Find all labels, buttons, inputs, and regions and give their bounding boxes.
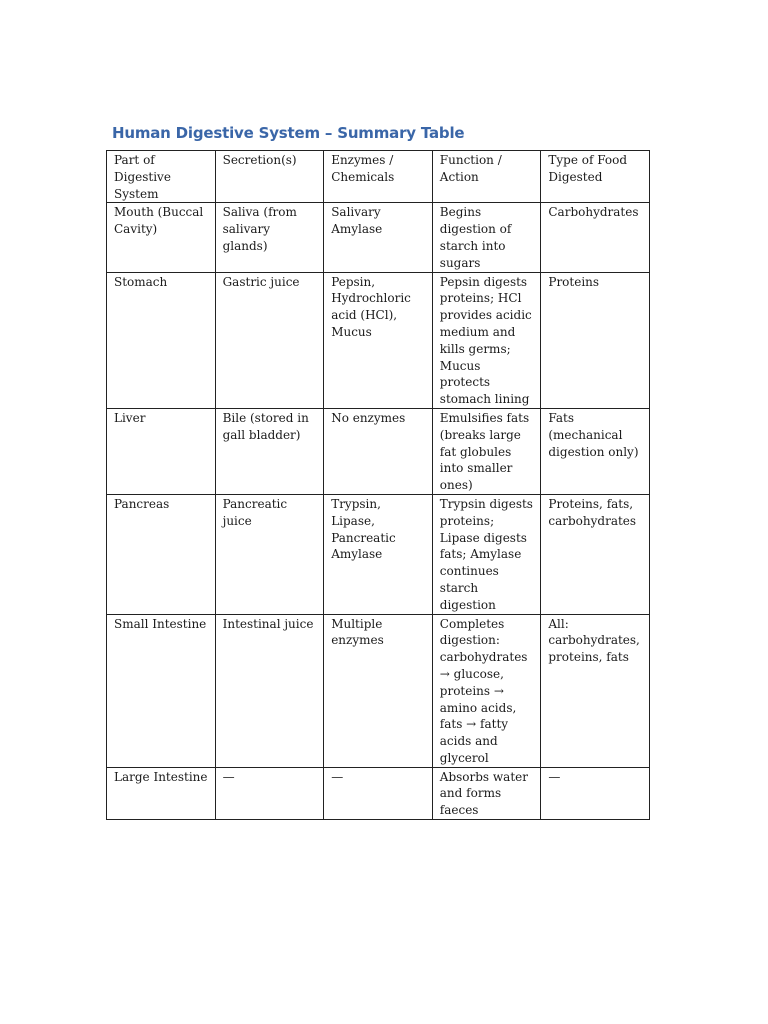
table-row — [107, 203, 650, 272]
page-title: Human Digestive System – Summary Table — [112, 124, 465, 142]
table-cell: Multiple enzymes — [324, 614, 433, 767]
table-cell: Carbohydrates — [541, 203, 650, 272]
header-cell-function: Function / Action — [432, 151, 541, 203]
table-cell: Pancreatic juice — [215, 494, 324, 614]
table-cell: Proteins — [541, 272, 650, 408]
table-cell: Pancreas — [107, 494, 216, 614]
summary-table — [106, 150, 650, 820]
table-cell: Intestinal juice — [215, 614, 324, 767]
table-cell: Bile (stored in gall bladder) — [215, 408, 324, 494]
table-cell: Pepsin, Hydrochloric acid (HCl), Mucus — [324, 272, 433, 408]
table-cell: — — [215, 767, 324, 819]
table-cell: — — [541, 767, 650, 819]
table-cell: Completes digestion: carbohydrates → glucose, proteins → amino acids, fats → fatty acids and glycerol — [432, 614, 541, 767]
table-cell: Small Intestine — [107, 614, 216, 767]
table-row — [107, 767, 650, 819]
table-cell: Fats (mechanical digestion only) — [541, 408, 650, 494]
table-row — [107, 272, 650, 408]
table-cell: Liver — [107, 408, 216, 494]
table-cell: Gastric juice — [215, 272, 324, 408]
table-cell: Trypsin, Lipase, Pancreatic Amylase — [324, 494, 433, 614]
table-cell: Salivary Amylase — [324, 203, 433, 272]
header-cell-secretions: Secretion(s) — [215, 151, 324, 203]
table-cell: — — [324, 767, 433, 819]
table-cell: Trypsin digests proteins; Lipase digests fats; Amylase continues starch digestion — [432, 494, 541, 614]
table-cell: Absorbs water and forms faeces — [432, 767, 541, 819]
table-cell: Mouth (Buccal Cavity) — [107, 203, 216, 272]
table-cell: No enzymes — [324, 408, 433, 494]
table-row — [107, 494, 650, 614]
table-cell: Proteins, fats, carbohydrates — [541, 494, 650, 614]
table-cell: Saliva (from salivary glands) — [215, 203, 324, 272]
table-cell: Stomach — [107, 272, 216, 408]
header-cell-food-type: Type of Food Digested — [541, 151, 650, 203]
header-row — [107, 151, 650, 203]
table-row — [107, 408, 650, 494]
table-cell: Pepsin digests proteins; HCl provides acidic medium and kills germs; Mucus protects stomach lining — [432, 272, 541, 408]
table-cell: Emulsifies fats (breaks large fat globules into smaller ones) — [432, 408, 541, 494]
header-cell-part: Part of Digestive System — [107, 151, 216, 203]
table-cell: Begins digestion of starch into sugars — [432, 203, 541, 272]
table-cell: All: carbohydrates, proteins, fats — [541, 614, 650, 767]
header-cell-enzymes: Enzymes / Chemicals — [324, 151, 433, 203]
table-row — [107, 614, 650, 767]
table-cell: Large Intestine — [107, 767, 216, 819]
